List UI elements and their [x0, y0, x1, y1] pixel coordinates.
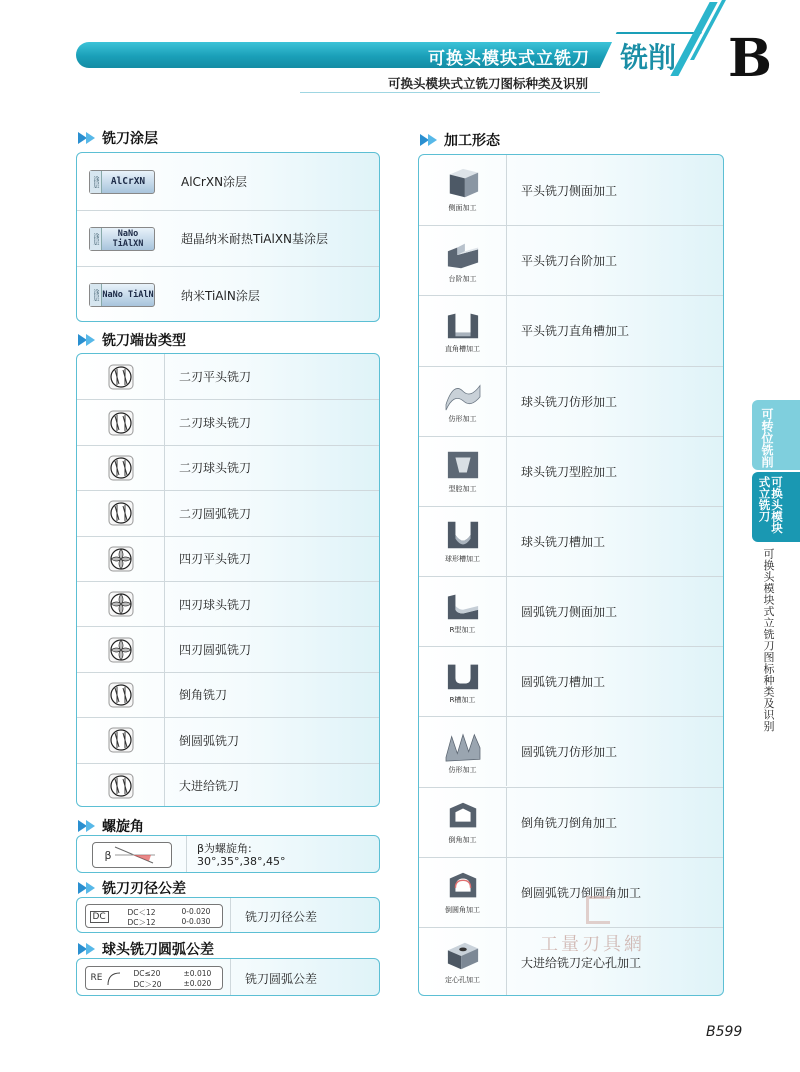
double-arrow-icon: [78, 334, 98, 346]
process-label: 球头铣刀型腔加工: [521, 464, 618, 479]
process-icon-cell: [419, 788, 507, 857]
side-tab-modular[interactable]: [752, 472, 800, 542]
coating-badge-text: NaNo TiAlXN: [112, 228, 144, 249]
tooth-icon-cell: [77, 400, 165, 444]
helix-row: [77, 836, 379, 873]
process-icon-cell: [419, 507, 507, 576]
helix-line1: β为螺旋角:: [197, 842, 252, 855]
process-row: [419, 436, 723, 506]
double-arrow-icon: [78, 820, 98, 832]
tooth-row: [77, 763, 379, 807]
tooth-label: 倒圆弧铣刀: [179, 733, 240, 748]
subtitle-underline: [300, 92, 600, 93]
process-box: [418, 154, 724, 996]
section-heading-tooth: [78, 330, 186, 350]
four-flute-radius-icon: [108, 637, 134, 663]
process-caption: 直角槽加工: [445, 344, 480, 353]
coating-row: [77, 266, 379, 322]
process-icon-cell: [419, 226, 507, 295]
process-icon-cell: [419, 155, 507, 225]
coating-label: AlCrXN涂层: [181, 175, 248, 189]
process-row: [419, 646, 723, 716]
helix-icon-cell: [77, 836, 187, 873]
coating-badge-text: AlCrXN: [110, 175, 146, 187]
two-flute-radius-icon: [108, 500, 134, 526]
tooth-row: [77, 581, 379, 626]
tooth-label: 二刃平头铣刀: [179, 370, 252, 385]
machining-shape-icon: [443, 448, 483, 482]
tooth-label: 四刃平头铣刀: [179, 552, 252, 567]
tooth-label: 二刃球头铣刀: [179, 461, 252, 476]
section-heading-text: 螺旋角: [102, 819, 144, 835]
tol-cond-1: DC≤20: [133, 969, 161, 978]
process-icon-cell: [419, 928, 507, 996]
section-heading-text: 加工形态: [444, 133, 500, 149]
tooth-row: [77, 490, 379, 535]
process-caption: 侧面加工: [448, 204, 477, 213]
process-row: [419, 155, 723, 225]
process-caption: 倒圆角加工: [445, 906, 480, 915]
machining-shape-icon: [443, 729, 483, 763]
tooth-row: [77, 399, 379, 444]
process-label: 圆弧铣刀槽加工: [521, 675, 606, 690]
process-label: 倒角铣刀倒角加工: [521, 815, 618, 830]
process-row: [419, 576, 723, 646]
re-symbol: RE: [90, 973, 103, 983]
tooth-row: [77, 672, 379, 717]
machining-shape-icon: [443, 167, 483, 201]
ball-tol-cell: [77, 959, 231, 996]
machining-shape-icon: [443, 308, 483, 342]
helix-line2: 30°,35°,38°,45°: [197, 855, 286, 868]
process-row: [419, 506, 723, 576]
double-arrow-icon: [78, 882, 98, 894]
section-heading-ball-tol: [78, 939, 214, 959]
side-tab-indexable[interactable]: [752, 400, 800, 470]
side-vertical-title: 可换头模块式立铣刀图标种类及识别: [762, 548, 775, 732]
process-label: 大进给铣刀定心孔加工: [521, 955, 642, 970]
process-label: 倒圆弧铣刀倒圆角加工: [521, 885, 642, 900]
machining-shape-icon: [443, 939, 483, 973]
tooth-icon-cell: [77, 582, 165, 626]
ball-tol-formula: [85, 966, 223, 990]
machining-shape-icon: [443, 799, 483, 833]
double-arrow-icon: [420, 134, 440, 146]
coating-badge: [89, 283, 155, 307]
tooth-icon-cell: [77, 354, 165, 399]
side-tab-label: 可换头模块式立铣刀: [757, 476, 784, 534]
dia-tol-row: [77, 898, 379, 933]
tooth-row: [77, 354, 379, 399]
section-heading-dia-tol: [78, 878, 186, 898]
ball-tol-box: [76, 958, 380, 996]
page-subtitle: 可换头模块式立铣刀图标种类及识别: [387, 76, 588, 91]
process-row: [419, 716, 723, 786]
page-number: B599: [706, 1024, 743, 1040]
corner-round-icon: [108, 727, 134, 753]
ball-tol-row: [77, 959, 379, 996]
process-icon-cell: [419, 437, 507, 506]
process-icon-cell: [419, 647, 507, 716]
tooth-icon-cell: [77, 446, 165, 490]
coating-badge: [89, 170, 155, 194]
coating-badge-cell: [77, 153, 167, 210]
double-arrow-icon: [78, 132, 98, 144]
chamfer-icon: [108, 682, 134, 708]
double-arrow-icon: [78, 943, 98, 955]
machining-shape-icon: [443, 659, 483, 693]
tooth-row: [77, 717, 379, 762]
watermark-logo: [586, 896, 610, 924]
tooth-label: 二刃圆弧铣刀: [179, 506, 252, 521]
tol-cond-2: DC＞12: [127, 918, 156, 927]
tol-val-2: ±0.020: [183, 979, 212, 988]
helix-angle-icon: [92, 842, 172, 868]
process-label: 平头铣刀侧面加工: [521, 183, 618, 198]
process-caption: R槽加工: [449, 695, 476, 704]
tooth-icon-cell: [77, 764, 165, 807]
coating-badge-cell: [77, 211, 167, 266]
tooth-icon-cell: [77, 491, 165, 535]
two-flute-flat-icon: [108, 364, 134, 390]
tol-cond-2: DC＞20: [133, 980, 162, 989]
side-tab-label: 可转位铣削: [760, 408, 774, 468]
process-label: 平头铣刀直角槽加工: [521, 324, 630, 339]
tooth-icon-cell: [77, 627, 165, 671]
process-caption: 台阶加工: [448, 274, 477, 283]
coating-label: 纳米TiAlN涂层: [181, 288, 260, 303]
coating-badge: [89, 227, 155, 251]
high-feed-icon: [108, 773, 134, 799]
helix-box: [76, 835, 380, 873]
coating-row: [77, 210, 379, 266]
section-heading-helix: [78, 816, 144, 836]
helix-text: [187, 842, 285, 868]
tooth-row: [77, 445, 379, 490]
two-flute-ball-icon-2: [108, 455, 134, 481]
section-heading-process: [420, 130, 500, 150]
process-caption: 仿形加工: [448, 765, 477, 774]
tooth-label: 四刃球头铣刀: [179, 597, 252, 612]
tooth-label: 四刃圆弧铣刀: [179, 643, 252, 658]
process-row: [419, 295, 723, 365]
tooth-label: 二刃球头铣刀: [179, 416, 252, 431]
process-caption: 仿形加工: [448, 415, 477, 424]
section-heading-text: 铣刀刃径公差: [102, 881, 186, 897]
section-heading-text: 铣刀涂层: [102, 131, 158, 147]
process-row: [419, 787, 723, 857]
dc-symbol: DC: [90, 911, 109, 923]
machining-shape-icon: [443, 238, 483, 272]
process-icon-cell: [419, 858, 507, 927]
radius-arc-icon: [106, 971, 122, 987]
process-row: [419, 857, 723, 927]
tooth-row: [77, 536, 379, 581]
tooth-label: 大进给铣刀: [179, 779, 240, 794]
process-icon-cell: [419, 296, 507, 365]
coating-badge-cell: [77, 267, 167, 322]
process-caption: R型加工: [449, 625, 476, 634]
process-row: [419, 366, 723, 436]
process-icon-cell: [419, 717, 507, 786]
process-label: 圆弧铣刀仿形加工: [521, 745, 618, 760]
process-label: 球头铣刀槽加工: [521, 534, 606, 549]
machining-shape-icon: [443, 589, 483, 623]
machining-shape-icon: [443, 518, 483, 552]
section-tab-label: 铣削: [620, 41, 677, 74]
tooth-icon-cell: [77, 537, 165, 581]
coating-row: [77, 153, 379, 210]
two-flute-ball-icon: [108, 410, 134, 436]
tooth-icon-cell: [77, 673, 165, 717]
section-heading-text: 铣刀端齿类型: [102, 333, 186, 349]
chapter-letter: B: [728, 28, 772, 89]
tol-cond-1: DC＜12: [127, 908, 156, 917]
tooth-box: [76, 353, 380, 807]
machining-shape-icon: [443, 869, 483, 903]
coating-tag: 涂层: [90, 284, 102, 306]
process-caption: 型腔加工: [448, 485, 477, 494]
watermark-text: 工量刃具網: [540, 934, 645, 955]
tol-val-1: ±0.010: [183, 969, 212, 978]
four-flute-flat-icon: [108, 546, 134, 572]
process-caption: 球形槽加工: [445, 555, 480, 564]
process-label: 球头铣刀仿形加工: [521, 394, 618, 409]
four-flute-ball-icon: [108, 591, 134, 617]
beta-symbol: β: [104, 849, 112, 862]
coating-tag: 涂层: [90, 171, 102, 193]
process-caption: 定心孔加工: [445, 976, 480, 985]
coating-label: 超晶纳米耐热TiAlXN基涂层: [181, 232, 329, 246]
tooth-icon-cell: [77, 718, 165, 762]
tol-val-2: 0-0.030: [181, 917, 211, 926]
tol-val-1: 0-0.020: [181, 907, 211, 916]
tooth-label: 倒角铣刀: [179, 688, 228, 703]
section-heading-coating: [78, 128, 158, 148]
page-title: 可换头模块式立铣刀: [428, 49, 590, 69]
coating-badge-text: NaNo TiAlN: [102, 290, 154, 300]
process-icon-cell: [419, 367, 507, 436]
coating-box: [76, 152, 380, 322]
process-row: [419, 225, 723, 295]
process-icon-cell: [419, 577, 507, 646]
process-label: 平头铣刀台阶加工: [521, 254, 618, 269]
dia-tol-formula: [85, 904, 223, 928]
section-heading-text: 球头铣刀圆弧公差: [102, 942, 214, 958]
process-caption: 倒角加工: [448, 836, 477, 845]
dia-tol-cell: [77, 898, 231, 933]
dia-tol-label: 铣刀刃径公差: [245, 909, 318, 924]
process-label: 圆弧铣刀侧面加工: [521, 605, 618, 620]
ball-tol-label: 铣刀圆弧公差: [245, 971, 318, 986]
machining-shape-icon: [443, 378, 483, 412]
coating-tag: 涂层: [90, 228, 102, 250]
tooth-row: [77, 626, 379, 671]
dia-tol-box: [76, 897, 380, 933]
